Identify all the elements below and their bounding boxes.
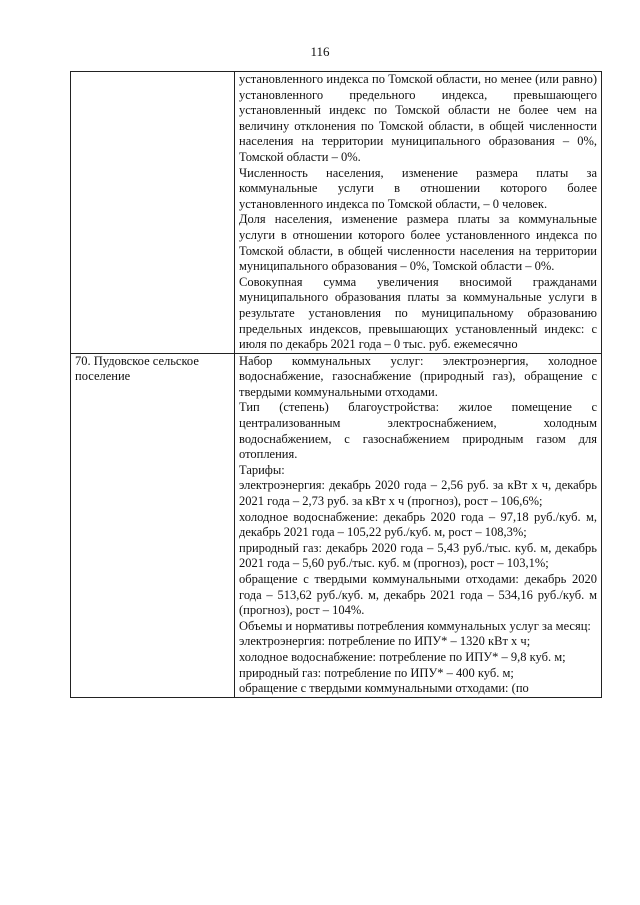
- paragraph: Тип (степень) благоустройства: жилое помещение с централизованным электроснабжением, холодным водоснабжением, с газоснабжением природным газом для отопления.: [239, 400, 597, 462]
- paragraph: Доля населения, изменение размера платы за коммунальные услуги в отношении которого более установленного индекса по Томской области, в общей численности населения на территории муниципального образования – 0%, Томской области – 0%.: [239, 212, 597, 274]
- municipality-table: [70, 71, 602, 698]
- paragraph: природный газ: потребление по ИПУ* – 400 куб. м;: [239, 665, 514, 680]
- table-row: [71, 72, 602, 354]
- paragraph: Набор коммунальных услуг: электроэнергия, холодное водоснабжение, газоснабжение (природный газ), обращение с твердыми коммунальными отходами.: [239, 353, 597, 399]
- paragraph: холодное водоснабжение: декабрь 2020 года – 97,18 руб./куб. м, декабрь 2021 года – 105,22 руб./куб. м, рост – 108,3%;: [239, 509, 597, 540]
- paragraph: Тарифы:: [239, 462, 285, 477]
- paragraph: обращение с твердыми коммунальными отходами: декабрь 2020 года – 513,62 руб./куб. м, декабрь 2021 года – 534,16 руб./куб. м (прогноз), рост – 104%.: [239, 572, 597, 618]
- table-row: [71, 353, 602, 697]
- paragraph: Объемы и нормативы потребления коммунальных услуг за месяц:: [239, 618, 591, 633]
- paragraph: установленного индекса по Томской области, но менее (или равно) установленного предельного индекса, превышающего установленный индекс по Томской области не более чем на величину отклонения по Томской области, в общей численности населения на территории муниципального образования – 0%, Томской области – 0%.: [239, 72, 597, 164]
- paragraph: Совокупная сумма увеличения вносимой гражданами муниципального образования платы за коммунальные услуги в результате установления по муниципальному образованию предельных индексов, превышающих установленный индекс: с июля по декабрь 2021 года – 0 тыс. руб. ежемесячно: [239, 274, 597, 352]
- paragraph: обращение с твердыми коммунальными отходами: (по: [239, 681, 529, 696]
- paragraph: Численность населения, изменение размера платы за коммунальные услуги в отношении которого более установленного индекса по Томской области, – 0 человек.: [239, 165, 597, 211]
- paragraph: природный газ: декабрь 2020 года – 5,43 руб./тыс. куб. м, декабрь 2021 года – 5,60 руб./тыс. куб. м (прогноз), рост – 103,1%;: [239, 540, 597, 571]
- page-number: 116: [310, 44, 330, 59]
- municipality-cell: [71, 72, 235, 354]
- paragraph: электроэнергия: потребление по ИПУ* – 1320 кВт х ч;: [239, 634, 531, 649]
- municipality-cell: 70. Пудовское сельское поселение: [71, 353, 235, 697]
- description-cell: [235, 353, 602, 697]
- description-cell: [235, 72, 602, 354]
- paragraph: холодное водоснабжение: потребление по ИПУ* – 9,8 куб. м;: [239, 649, 566, 664]
- paragraph: электроэнергия: декабрь 2020 года – 2,56 руб. за кВт х ч, декабрь 2021 года – 2,73 руб. за кВт х ч (прогноз), рост – 106,6%;: [239, 478, 597, 509]
